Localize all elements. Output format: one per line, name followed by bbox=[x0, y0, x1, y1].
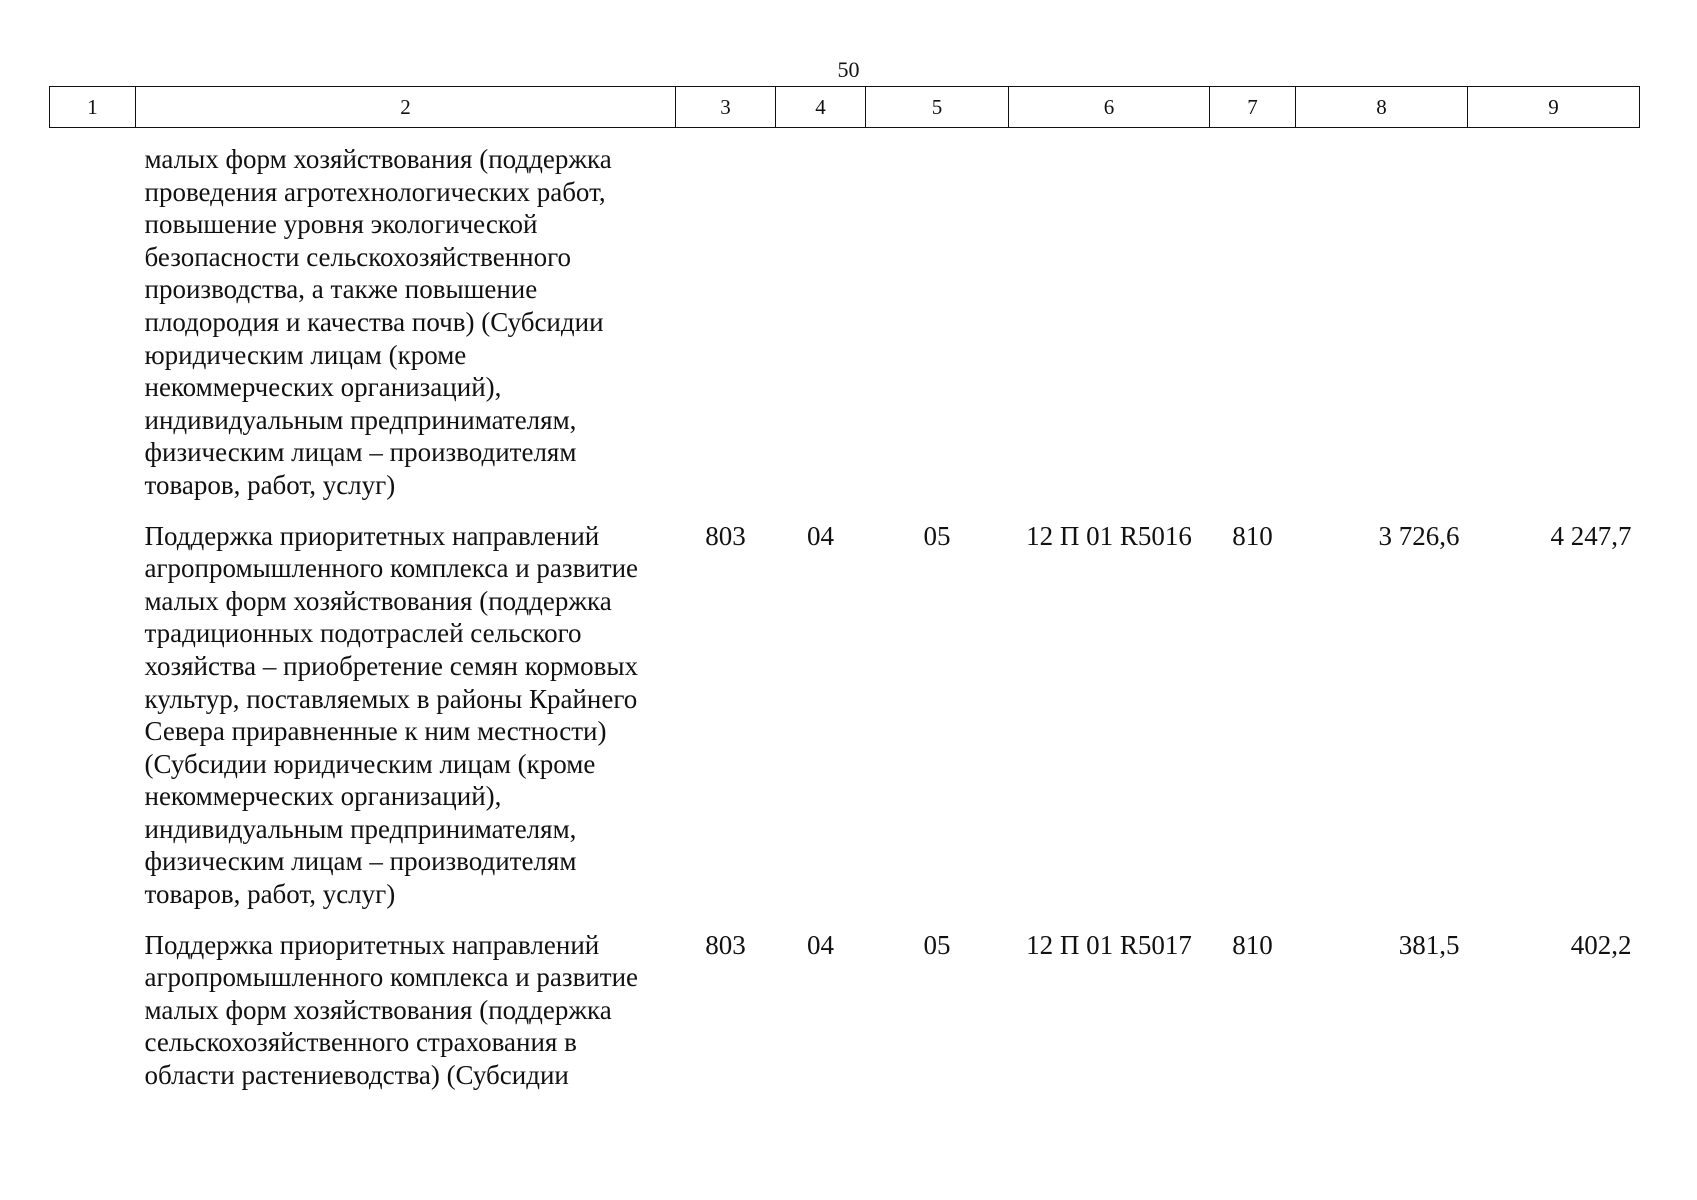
amount-col9 bbox=[1468, 128, 1640, 502]
description-line: проведения агротехнологических работ, bbox=[144, 176, 606, 207]
section-code: 04 bbox=[807, 929, 834, 960]
description-line: физическим лицам – производителям bbox=[144, 437, 577, 468]
description-line: агропромышленного комплекса и развитие bbox=[144, 962, 639, 993]
description-line: плодородия и качества почв) (Субсидии bbox=[144, 306, 604, 337]
description-line: индивидуальным предпринимателям, bbox=[144, 404, 577, 435]
description-line: физическим лицам – производителям bbox=[144, 846, 577, 877]
col-header-6: 6 bbox=[1009, 87, 1210, 128]
col-header-8: 8 bbox=[1296, 87, 1468, 128]
description-line: индивидуальным предпринимателям, bbox=[144, 813, 577, 844]
description-line: малых форм хозяйствования (поддержка bbox=[144, 585, 612, 616]
ministry-code bbox=[676, 128, 776, 502]
description-line: повышение уровня экологической bbox=[144, 209, 538, 240]
subsection-code: 05 bbox=[923, 520, 951, 551]
expense-type-code bbox=[1210, 128, 1296, 502]
col-header-4: 4 bbox=[776, 87, 866, 128]
col-header-5: 5 bbox=[866, 87, 1009, 128]
description-line: (Субсидии юридическим лицам (кроме bbox=[144, 748, 596, 779]
expense-type-code: 810 bbox=[1232, 520, 1273, 551]
target-article-code bbox=[1009, 128, 1210, 502]
cell-col1 bbox=[50, 128, 136, 502]
table-row bbox=[50, 502, 1640, 911]
table-row bbox=[50, 128, 1640, 502]
col-header-2: 2 bbox=[136, 87, 676, 128]
description-line: сельскохозяйственного страхования в bbox=[144, 1027, 577, 1058]
description-line: малых форм хозяйствования (поддержка bbox=[144, 994, 612, 1025]
col-header-7: 7 bbox=[1210, 87, 1296, 128]
row-description bbox=[136, 911, 676, 1092]
section-code bbox=[776, 128, 866, 502]
expense-type-code: 810 bbox=[1232, 929, 1273, 960]
description-line: традиционных подотраслей сельского bbox=[144, 618, 582, 649]
amount-col9: 402,2 bbox=[1570, 929, 1632, 960]
amount-col9: 4 247,7 bbox=[1550, 520, 1632, 551]
description-line: малых форм хозяйствования (поддержка bbox=[144, 144, 612, 174]
column-number-header-row bbox=[50, 87, 1640, 128]
description-line: агропромышленного комплекса и развитие bbox=[144, 553, 639, 584]
amount-col8 bbox=[1296, 128, 1468, 502]
description-line: культур, поставляемых в районы Крайнего bbox=[144, 683, 638, 714]
target-article-code: 12 П 01 R5016 bbox=[1026, 520, 1192, 551]
section-code: 04 bbox=[807, 520, 834, 551]
description-line: производства, а также повышение bbox=[144, 274, 538, 305]
description-line: товаров, работ, услуг) bbox=[144, 469, 396, 500]
description-line: Поддержка приоритетных направлений bbox=[144, 520, 600, 551]
description-line: Севера приравненные к ним местности) bbox=[144, 716, 607, 747]
ministry-code: 803 bbox=[705, 929, 746, 960]
ministry-code: 803 bbox=[705, 520, 746, 551]
target-article-code: 12 П 01 R5017 bbox=[1026, 929, 1192, 960]
description-line: товаров, работ, услуг) bbox=[144, 879, 396, 910]
col-header-1: 1 bbox=[50, 87, 136, 128]
page-number: 50 bbox=[837, 57, 860, 82]
row-description bbox=[136, 502, 676, 911]
description-line: области растениеводства) (Субсидии bbox=[144, 1060, 569, 1091]
description-line: Поддержка приоритетных направлений bbox=[144, 929, 600, 960]
amount-col8: 3 726,6 bbox=[1378, 520, 1460, 551]
subsection-code: 05 bbox=[923, 929, 951, 960]
budget-table bbox=[49, 86, 1640, 1092]
description-line: безопасности сельскохозяйственного bbox=[144, 241, 572, 272]
col-header-3: 3 bbox=[676, 87, 776, 128]
amount-col8: 381,5 bbox=[1398, 929, 1460, 960]
description-line: юридическим лицам (кроме bbox=[144, 339, 467, 370]
description-line: некоммерческих организаций), bbox=[144, 781, 502, 812]
table-row bbox=[50, 911, 1640, 1092]
description-line: хозяйства – приобретение семян кормовых bbox=[144, 650, 639, 681]
cell-col1 bbox=[50, 502, 136, 911]
row-description bbox=[136, 128, 676, 502]
col-header-9: 9 bbox=[1468, 87, 1640, 128]
description-line: некоммерческих организаций), bbox=[144, 372, 502, 403]
subsection-code bbox=[866, 128, 1009, 502]
cell-col1 bbox=[50, 911, 136, 1092]
